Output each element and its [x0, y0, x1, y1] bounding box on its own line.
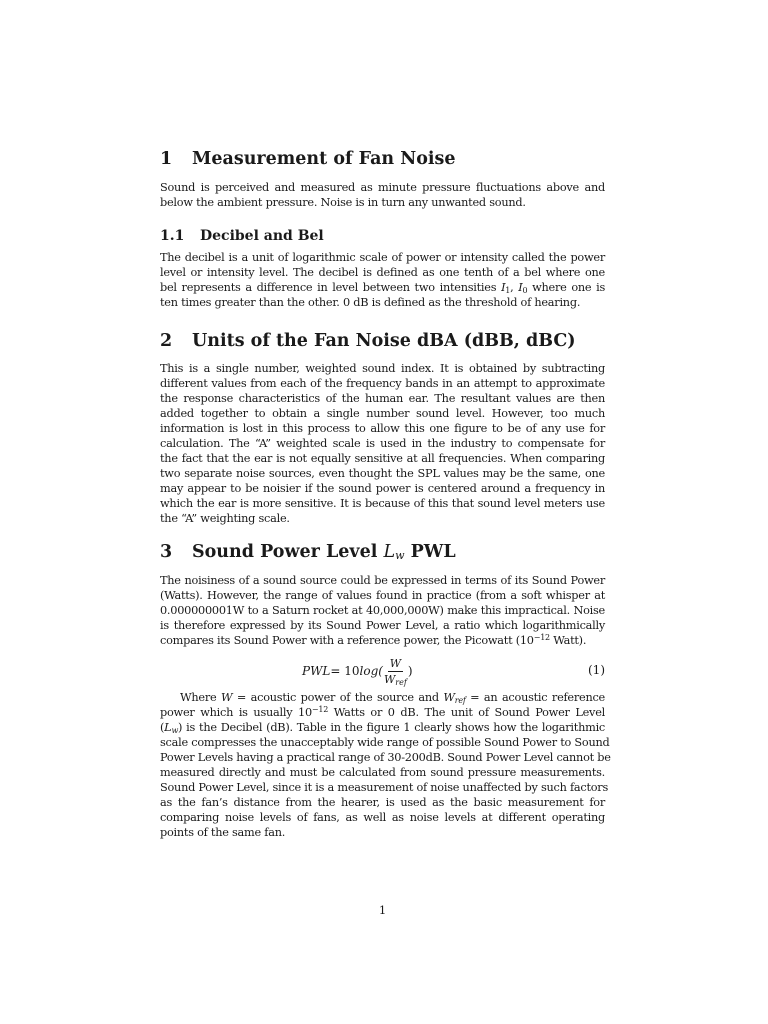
text-line: the response characteristics of the human ear. The resultant values are then: [160, 392, 605, 405]
equation-number: (1): [588, 663, 605, 677]
text-line: level or intensity level. The decibel is defined as one tenth of a bel where one: [160, 266, 605, 279]
text-line: 0.000000001W to a Saturn rocket at 40,000,000W) make this impractical. Noise: [160, 604, 605, 617]
page-number: 1: [378, 903, 387, 917]
subsection-number: 1.1: [160, 228, 185, 244]
text-line: may appear to be noisier if the sound power is centered around a frequency in: [160, 482, 605, 495]
section-number: 2: [160, 331, 173, 351]
text-line: points of the same fan.: [160, 826, 286, 839]
text-line: as the fan’s distance from the hearer, is used as the basic measurement for: [160, 796, 605, 809]
paragraph-sound-power: [160, 573, 605, 648]
text-line: The decibel is a unit of logarithmic scale of power or intensity called the power: [160, 251, 605, 264]
text-line: two separate noise sources, even thought the SPL values may be the same, one: [160, 467, 605, 480]
text-line: the “A” weighting scale.: [160, 512, 290, 525]
text-line: calculation. The “A” weighted scale is used in the industry to compensate for: [160, 437, 605, 450]
section-number: 1: [160, 149, 173, 169]
section-heading-2: [160, 330, 576, 352]
text-line: below the ambient pressure. Noise is in turn any unwanted sound.: [160, 196, 526, 209]
text-line: the fact that the ear is not equally sensitive at all frequencies. When comparing: [160, 452, 605, 465]
equation-pwl: [160, 652, 605, 690]
text-line: The noisiness of a sound source could be expressed in terms of its Sound Power: [160, 574, 605, 587]
text-line: power which is usually $10^{-12}$ Watts or 0 dB. The unit of Sound Power Level: [160, 705, 605, 719]
text-line: (Watts). However, the range of values found in practice (from a soft whisper at: [160, 589, 605, 602]
equation-fraction: $\frac{W}{W_{ref}}$: [383, 656, 407, 687]
section-number: 3: [160, 542, 173, 562]
text-line: comparing noise levels of fans, as well as noise levels at different operating: [160, 811, 605, 824]
text-line: bel represents a difference in level between two intensities $I_1$, $I_0$ where one is: [160, 281, 606, 295]
text-line: compares its Sound Power with a reference power, the Picowatt ($10^{-12}$ Watt).: [160, 633, 587, 647]
text-line: ten times greater than the other. 0 dB is defined as the threshold of hearing.: [160, 296, 581, 309]
section-title: Sound Power Level $L_w$ PWL: [192, 542, 456, 562]
text-line: information is lost in this process to allow this one figure to be of any use for: [160, 422, 605, 435]
text-line: Power Levels having a practical range of 30-200dB. Sound Power Level cannot be: [160, 751, 611, 764]
text-line: added together to obtain a single number sound level. However, too much: [160, 407, 605, 420]
text-line: measured directly and must be calculated from sound pressure measurements.: [160, 766, 605, 779]
subsection-title: Decibel and Bel: [200, 228, 324, 244]
paragraph-fan-noise-intro: [160, 180, 605, 210]
paragraph-decibel: [160, 250, 605, 310]
section-heading-3: [160, 541, 456, 563]
section-title: Measurement of Fan Noise: [192, 149, 456, 169]
paragraph-sound-power-level: [160, 690, 611, 840]
subsection-heading-1-1: [160, 227, 324, 245]
paragraph-dba: [160, 361, 605, 526]
text-line: $(L_w)$ is the Decibel (dB). Table in the figure 1 clearly shows how the logarithmic: [160, 721, 606, 735]
text-line: Sound is perceived and measured as minute pressure fluctuations above and: [160, 181, 605, 194]
equation-body: PWL = 10 log( $\frac{W}{W_{ref}}$ ): [302, 656, 413, 687]
text-line: This is a single number, weighted sound index. It is obtained by subtracting: [160, 362, 605, 375]
section-title: Units of the Fan Noise dBA (dBB, dBC): [192, 331, 576, 351]
text-line: is therefore expressed by its Sound Power Level, a ratio which logarithmically: [160, 619, 605, 632]
text-line: Sound Power Level, since it is a measurement of noise unaffected by such factors: [160, 781, 609, 794]
text-line: scale compresses the unacceptably wide range of possible Sound Power to Sound: [160, 736, 610, 749]
text-line: Where W = acoustic power of the source and $W_{ref}$ = an acoustic reference: [180, 691, 605, 705]
text-line: which the ear is more sensitive. It is because of this that sound level meters use: [160, 497, 605, 510]
section-heading-1: [160, 148, 456, 170]
text-line: different values from each of the frequency bands in an attempt to approximate: [160, 377, 605, 390]
